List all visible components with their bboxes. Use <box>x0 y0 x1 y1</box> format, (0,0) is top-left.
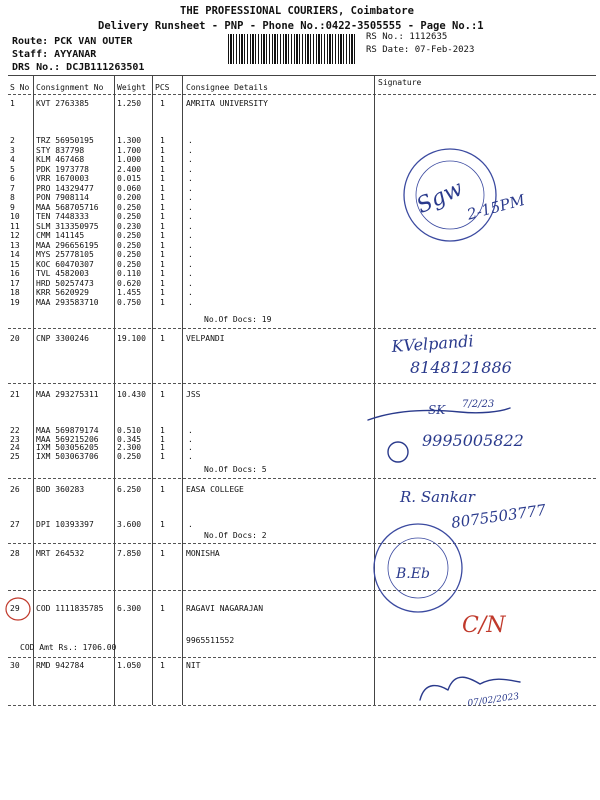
consignment-no: MAA 568705716 <box>36 202 99 212</box>
sno: 29 <box>10 604 20 613</box>
sno: 28 <box>10 549 20 558</box>
sno: 20 <box>10 334 20 343</box>
pcs: 1 <box>160 231 165 240</box>
handwritten-name: R. Sankar <box>400 488 475 506</box>
pcs: 1 <box>160 390 165 399</box>
pcs: 1 <box>160 520 165 529</box>
weight: 1.300 <box>117 136 142 145</box>
row-rule <box>8 383 596 384</box>
col-weight: Weight <box>117 83 146 92</box>
docs-count: No.Of Docs: 5 <box>204 465 267 474</box>
dot: . <box>188 250 193 259</box>
weight: 10.430 <box>117 390 146 399</box>
sno: 24 <box>10 443 20 453</box>
dot: . <box>188 278 193 288</box>
pcs: 1 <box>160 549 165 558</box>
cod-amount: COD Amt Rs.: 1706.00 <box>20 643 117 652</box>
sno: 8 <box>10 193 15 202</box>
consignment-no: IXM 503063706 <box>36 451 99 461</box>
col-divider <box>114 75 115 705</box>
dot: . <box>188 174 193 183</box>
row-rule <box>8 328 596 329</box>
weight: 6.250 <box>117 485 142 494</box>
weight: 6.300 <box>117 604 142 613</box>
consignment-no: MAA 569879174 <box>36 426 99 435</box>
weight: 3.600 <box>117 520 142 529</box>
consignment-no: HRD 50257473 <box>36 278 94 288</box>
consignment-no: IXM 503056205 <box>36 443 99 453</box>
sno: 15 <box>10 259 20 269</box>
sno: 21 <box>10 390 20 399</box>
pcs: 1 <box>160 212 165 221</box>
pcs: 1 <box>160 485 165 494</box>
consignment-no: COD 1111835785 <box>36 604 104 613</box>
consignee: AMRITA UNIVERSITY <box>186 99 268 108</box>
weight: 2.300 <box>117 443 142 453</box>
dot: . <box>188 520 193 529</box>
weight: 0.110 <box>117 269 142 278</box>
barcode <box>228 34 356 64</box>
pcs: 1 <box>160 164 165 174</box>
dot: . <box>188 202 193 212</box>
col-sno: S No <box>10 83 30 92</box>
pcs: 1 <box>160 193 165 202</box>
weight: 0.230 <box>117 221 142 231</box>
weight: 1.250 <box>117 99 142 108</box>
weight: 1.455 <box>117 288 142 297</box>
weight: 0.250 <box>117 451 142 461</box>
dot: . <box>188 231 193 240</box>
dot: . <box>188 426 193 435</box>
dot: . <box>188 155 193 164</box>
sno: 6 <box>10 174 15 183</box>
handwritten-time: 2-15PM <box>465 190 527 224</box>
dot: . <box>188 240 193 250</box>
col-divider <box>152 75 153 705</box>
weight: 0.060 <box>117 183 142 193</box>
consignment-no: CNP 3300246 <box>36 334 89 343</box>
weight: 0.015 <box>117 174 142 183</box>
sno: 27 <box>10 520 20 529</box>
weight: 0.510 <box>117 426 142 435</box>
circle-initial-mark <box>388 442 408 462</box>
dot: . <box>188 434 193 444</box>
pcs: 1 <box>160 278 165 288</box>
sno: 11 <box>10 221 20 231</box>
consignment-no: TVL 4582003 <box>36 269 89 278</box>
sno: 5 <box>10 164 15 174</box>
consignment-no: MRT 264532 <box>36 549 85 558</box>
consignee: VELPANDI <box>186 334 225 343</box>
handwritten-phone: 8075503777 <box>450 500 548 532</box>
weight: 0.250 <box>117 259 142 269</box>
consignee: NIT <box>186 661 201 670</box>
pcs: 1 <box>160 269 165 278</box>
weight: 1.050 <box>117 661 142 670</box>
dot: . <box>188 193 193 202</box>
row-rule <box>8 543 596 544</box>
consignment-no: DPI 10393397 <box>36 520 94 529</box>
sno: 16 <box>10 269 20 278</box>
dot: . <box>188 164 193 174</box>
pcs: 1 <box>160 259 165 269</box>
pcs: 1 <box>160 661 165 670</box>
col-consignee: Consignee Details <box>186 83 268 92</box>
sno: 22 <box>10 426 20 435</box>
pcs: 1 <box>160 604 165 613</box>
sno: 17 <box>10 278 20 288</box>
pcs: 1 <box>160 145 165 155</box>
consignee: MONISHA <box>186 549 220 558</box>
pcs: 1 <box>160 136 165 145</box>
handwritten-name: KVelpandi <box>390 331 475 356</box>
consignment-no: MAA 293275311 <box>36 390 99 399</box>
sno: 19 <box>10 297 20 307</box>
drs-number: DRS No.: DCJB111263501 <box>12 62 145 73</box>
phone-number: 9965511552 <box>186 636 235 645</box>
consignment-no: MYS 25778105 <box>36 250 94 259</box>
consignment-no: PDK 1973778 <box>36 164 89 174</box>
dot: . <box>188 269 193 278</box>
pcs: 1 <box>160 434 165 444</box>
consignment-no: CMM 141145 <box>36 231 85 240</box>
staff-label: Staff: AYYANAR <box>12 49 97 60</box>
weight: 0.250 <box>117 202 142 212</box>
consignment-no: BOD 360283 <box>36 485 85 494</box>
rs-number: RS No.: 1112635 <box>366 32 448 42</box>
consignment-no: KOC 60470307 <box>36 259 94 269</box>
consignee: EASA COLLEGE <box>186 485 244 494</box>
signature-stroke <box>368 408 510 420</box>
sno: 13 <box>10 240 20 250</box>
sno: 30 <box>10 661 20 670</box>
pcs: 1 <box>160 288 165 297</box>
row-rule <box>8 657 596 658</box>
consignment-no: MAA 569215206 <box>36 434 99 444</box>
sno: 14 <box>10 250 20 259</box>
consignment-no: TRZ 56950195 <box>36 136 94 145</box>
weight: 0.250 <box>117 250 142 259</box>
dot: . <box>188 443 193 453</box>
pcs: 1 <box>160 426 165 435</box>
signature-scribble: B.Eb <box>396 566 430 582</box>
col-pcs: PCS <box>155 83 170 92</box>
consignment-no: VRR 1670003 <box>36 174 89 183</box>
weight: 0.750 <box>117 297 142 307</box>
col-divider <box>182 75 183 705</box>
pcs: 1 <box>160 202 165 212</box>
dot: . <box>188 259 193 269</box>
sno: 10 <box>10 212 20 221</box>
consignment-no: RMD 942784 <box>36 661 85 670</box>
pcs: 1 <box>160 183 165 193</box>
dot: . <box>188 297 193 307</box>
weight: 7.850 <box>117 549 142 558</box>
consignment-no: MAA 293583710 <box>36 297 99 307</box>
header-rule <box>8 94 596 95</box>
weight: 2.400 <box>117 164 142 174</box>
consignee: RAGAVI NAGARAJAN <box>186 604 264 613</box>
company-title: THE PROFESSIONAL COURIERS, Coimbatore <box>180 5 414 17</box>
col-consignment: Consignment No <box>36 83 104 92</box>
dot: . <box>188 451 193 461</box>
weight: 1.000 <box>117 155 142 164</box>
weight: 1.700 <box>117 145 142 155</box>
weight: 0.250 <box>117 231 142 240</box>
sno: 4 <box>10 155 15 164</box>
weight: 0.200 <box>117 193 142 202</box>
col-signature: Signature <box>378 78 422 87</box>
dot: . <box>188 145 193 155</box>
docs-count: No.Of Docs: 19 <box>204 315 272 324</box>
route-label: Route: PCK VAN OUTER <box>12 36 133 47</box>
sno: 3 <box>10 145 15 155</box>
sno: 2 <box>10 136 15 145</box>
dot: . <box>188 212 193 221</box>
signature-stroke <box>420 677 520 700</box>
sno: 26 <box>10 485 20 494</box>
row-rule <box>8 590 596 591</box>
round-stamp-icon <box>404 149 496 241</box>
pcs: 1 <box>160 240 165 250</box>
consignment-no: MAA 296656195 <box>36 240 99 250</box>
consignment-no: PON 7908114 <box>36 193 89 202</box>
sno: 23 <box>10 434 20 444</box>
col-divider <box>33 75 34 705</box>
handwritten-initials: SK <box>428 403 446 417</box>
round-stamp-icon <box>374 524 462 612</box>
table-top-rule <box>8 75 596 76</box>
pcs: 1 <box>160 443 165 453</box>
sno: 12 <box>10 231 20 240</box>
sno: 9 <box>10 202 15 212</box>
pcs: 1 <box>160 174 165 183</box>
consignment-no: SLM 313350975 <box>36 221 99 231</box>
dot: . <box>188 136 193 145</box>
pcs: 1 <box>160 250 165 259</box>
consignment-no: KLM 467468 <box>36 155 85 164</box>
rs-date: RS Date: 07-Feb-2023 <box>366 45 475 55</box>
pcs: 1 <box>160 155 165 164</box>
handwritten-phone: 8148121886 <box>410 358 512 377</box>
docs-count: No.Of Docs: 2 <box>204 531 267 540</box>
row-rule <box>8 705 596 706</box>
handwritten-date: 7/2/23 <box>462 399 495 410</box>
consignment-no: PRO 14329477 <box>36 183 94 193</box>
pcs: 1 <box>160 451 165 461</box>
signature-scribble: Sgw <box>412 176 468 219</box>
handwritten-cn-mark: C/N <box>462 613 506 638</box>
pcs: 1 <box>160 297 165 307</box>
row-rule <box>8 478 596 479</box>
weight: 0.345 <box>117 434 142 444</box>
consignment-no: KRR 5620929 <box>36 288 89 297</box>
consignee: JSS <box>186 390 201 399</box>
weight: 0.250 <box>117 240 142 250</box>
dot: . <box>188 288 193 297</box>
pcs: 1 <box>160 99 165 108</box>
sno: 1 <box>10 99 15 108</box>
consignment-no: KVT 2763385 <box>36 99 89 108</box>
sno: 7 <box>10 183 15 193</box>
pcs: 1 <box>160 221 165 231</box>
runsheet-subtitle: Delivery Runsheet - PNP - Phone No.:0422-3505555 - Page No.:1 <box>98 20 484 32</box>
pcs: 1 <box>160 334 165 343</box>
col-divider <box>374 75 375 705</box>
sno: 18 <box>10 288 20 297</box>
weight: 19.100 <box>117 334 146 343</box>
weight: 0.620 <box>117 278 142 288</box>
dot: . <box>188 183 193 193</box>
handwritten-date: 07/02/2023 <box>467 691 520 709</box>
handwritten-phone: 9995005822 <box>422 431 524 450</box>
dot: . <box>188 221 193 231</box>
consignment-no: STY 837798 <box>36 145 85 155</box>
weight: 0.250 <box>117 212 142 221</box>
consignment-no: TEN 7448333 <box>36 212 89 221</box>
sno: 25 <box>10 451 20 461</box>
